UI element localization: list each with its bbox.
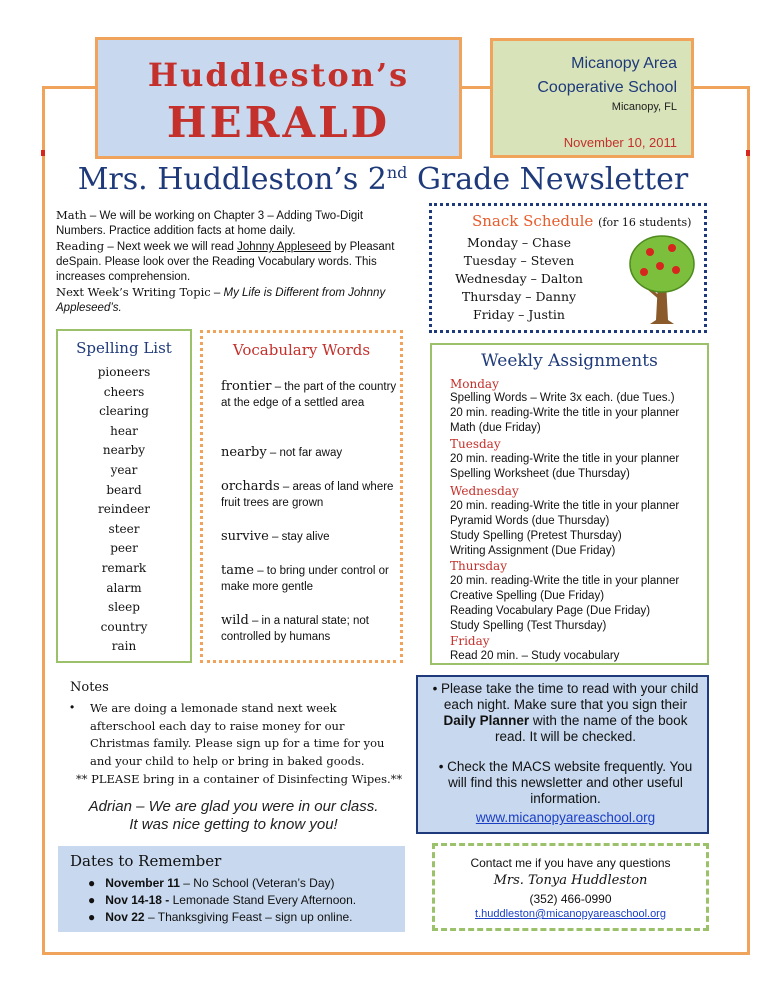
spelling-words <box>58 363 190 657</box>
snack-list <box>454 234 584 324</box>
reading-label: Reading <box>56 239 105 253</box>
vocab-word: frontier <box>221 379 272 394</box>
writing-paragraph <box>56 285 414 316</box>
notes-title: Notes <box>70 680 109 695</box>
assignment-line: 20 min. reading-Write the title in your planner <box>450 407 680 419</box>
date-row <box>88 893 356 907</box>
snack-row: Friday – Justin <box>473 307 565 322</box>
weekly-assignments-box <box>430 343 709 665</box>
spelling-word: reindeer <box>97 502 151 517</box>
assignment-line: 20 min. reading-Write the title in your planner <box>450 500 680 512</box>
snack-title <box>472 212 691 230</box>
date-label: Nov 14-18 - <box>105 893 170 907</box>
vocab-word: survive <box>221 529 269 544</box>
info-paragraph-1 <box>428 681 703 745</box>
school-box <box>490 38 694 158</box>
masthead-box <box>95 37 462 159</box>
snack-row: Thursday – Danny <box>461 289 577 304</box>
info-paragraph-2: • Check the MACS website frequently. You will find this newsletter and other useful information. <box>438 759 693 806</box>
weekly-day-monday: Monday <box>450 377 499 391</box>
title-main: Mrs. Huddleston’s 2 <box>77 162 387 197</box>
intro-section <box>56 208 414 316</box>
title-rest: Grade Newsletter <box>407 162 689 197</box>
assignment-line: Study Spelling (Test Thursday) <box>450 620 607 632</box>
snack-row: Monday – Chase <box>467 235 571 250</box>
assignment-line: Pyramid Words (due Thursday) <box>450 515 610 527</box>
vocab-item <box>221 529 401 545</box>
spelling-title: Spelling List <box>76 339 172 357</box>
date-bullet: ● <box>88 910 106 924</box>
assignment-line: Reading Vocabulary Page (Due Friday) <box>450 605 651 617</box>
vocab-def: – the part of the country at the edge of a settled area <box>221 381 397 409</box>
frame-corner-mark <box>41 150 45 156</box>
vocab-item <box>221 563 401 595</box>
spelling-word: beard <box>106 482 142 497</box>
writing-topic: My Life is Different from Johnny Appleseed’s. <box>56 287 386 314</box>
vocab-def: – not far away <box>266 447 343 459</box>
spelling-word: clearing <box>99 404 149 419</box>
math-paragraph <box>56 208 414 239</box>
date-text: – Thanksgiving Feast – sign up online. <box>144 910 353 924</box>
vocab-word: nearby <box>221 445 267 460</box>
spelling-word: steer <box>108 521 140 536</box>
notes-bullet: • <box>70 700 75 714</box>
adrian-message <box>56 798 411 834</box>
snack-schedule-box <box>429 203 707 333</box>
spelling-word: year <box>110 462 138 477</box>
assignment-line: Spelling Worksheet (due Thursday) <box>450 468 630 480</box>
spelling-list-box <box>56 329 192 663</box>
assignment-line: Read 20 min. – Study vocabulary <box>450 650 620 662</box>
writing-label: Next Week’s Writing Topic <box>56 285 211 299</box>
contact-box <box>432 843 709 931</box>
spelling-word: peer <box>110 541 138 556</box>
school-name-line1: Micanopy Area <box>571 55 677 72</box>
vocab-word: tame <box>221 563 254 578</box>
date-bullet: ● <box>88 876 106 890</box>
date-text: Lemonade Stand Every Afternoon. <box>169 893 357 907</box>
assignment-line: 20 min. reading-Write the title in your planner <box>450 453 680 465</box>
dates-box <box>58 846 405 932</box>
snack-row: Wednesday – Dalton <box>455 271 583 286</box>
title-sup: nd <box>386 163 408 182</box>
frame-corner-mark <box>746 150 750 156</box>
date-bullet: ● <box>88 893 106 907</box>
frame-left-line <box>42 86 45 954</box>
math-text: – We will be working on Chapter 3 – Adding Two-Digit Numbers. Practice addition facts at home daily. <box>56 210 364 237</box>
vocab-def: – in a natural state; not controlled by humans <box>221 615 369 643</box>
assignment-line: Math (due Friday) <box>450 422 541 434</box>
vocab-item <box>221 379 401 411</box>
reading-paragraph <box>56 239 414 285</box>
vocab-word: wild <box>221 613 249 628</box>
spelling-word: cheers <box>103 384 145 399</box>
info-p1-a: • Please take the time to read with your child each night. Make sure that you sign their <box>432 681 699 712</box>
writing-dash: – <box>210 287 224 299</box>
snack-row: Tuesday – Steven <box>463 253 575 268</box>
reading-text-1: – Next week we will read <box>104 241 238 253</box>
date-label: November 11 <box>105 876 180 890</box>
spelling-word: pioneers <box>97 365 151 379</box>
newsletter-date: November 10, 2011 <box>563 135 677 150</box>
info-p1-b: with the name of the book read. It will be checked. <box>494 713 688 744</box>
weekly-title: Weekly Assignments <box>481 351 658 371</box>
masthead-line2: HERALD <box>166 98 391 147</box>
reading-text-2: by Pleasant deSpain. Please look over the Reading Vocabulary words. This increases comprehension. <box>56 241 395 283</box>
spelling-word: rain <box>111 639 137 654</box>
assignment-line: Spelling Words – Write 3x each. (due Tues.) <box>450 392 675 404</box>
notes-item: We are doing a lemonade stand next week afterschool each day to raise money for our Christmas family. Please sign up for a time for you and your child to help or bring in baked goods. <box>90 701 385 768</box>
spelling-word: country <box>100 619 148 634</box>
assignment-line: Writing Assignment (Due Friday) <box>450 545 616 557</box>
contact-line1: Contact me if you have any questions <box>470 856 671 870</box>
contact-name: Mrs. Tonya Huddleston <box>493 873 648 888</box>
date-row <box>88 910 353 924</box>
snack-title-text: Snack Schedule <box>472 212 594 230</box>
vocabulary-box <box>200 330 403 663</box>
school-location: Micanopy, FL <box>611 101 677 113</box>
vocab-word: orchards <box>221 479 280 494</box>
info-p1-bold: Daily Planner <box>443 713 530 728</box>
spelling-word: alarm <box>106 580 142 595</box>
weekly-day-thursday: Thursday <box>450 559 507 573</box>
weekly-day-friday: Friday <box>450 634 490 648</box>
contact-phone: (352) 466-0990 <box>529 892 612 906</box>
vocabulary-title: Vocabulary Words <box>232 341 371 359</box>
dates-title: Dates to Remember <box>70 852 222 870</box>
adrian-line2: It was nice getting to know you! <box>129 816 338 833</box>
frame-bottom-line <box>42 952 750 955</box>
vocab-def: – areas of land where fruit trees are grown <box>221 481 394 509</box>
info-box <box>416 675 709 834</box>
assignment-line: 20 min. reading-Write the title in your planner <box>450 575 680 587</box>
snack-note: (for 16 students) <box>598 216 692 229</box>
spelling-word: hear <box>110 423 138 438</box>
adrian-line1: Adrian – We are glad you were in our class. <box>88 798 379 815</box>
date-label: Nov 22 <box>105 910 145 924</box>
assignment-line: Study Spelling (Pretest Thursday) <box>450 530 622 542</box>
date-row <box>88 876 335 890</box>
weekly-day-wednesday: Wednesday <box>450 484 519 498</box>
website-link[interactable]: www.micanopyareaschool.org <box>475 810 656 825</box>
vocab-item <box>221 445 401 461</box>
spelling-word: remark <box>101 560 147 575</box>
spelling-word: nearby <box>102 443 146 458</box>
frame-right-line <box>747 86 750 954</box>
masthead-line1: Huddleston’s <box>147 56 410 94</box>
contact-email-link[interactable]: t.huddleston@micanopyareaschool.org <box>475 908 666 920</box>
school-name-line2: Cooperative School <box>537 79 677 96</box>
vocab-def: – to bring under control or make more gentle <box>221 565 389 593</box>
assignment-line: Creative Spelling (Due Friday) <box>450 590 605 602</box>
notes-wipes: ** PLEASE bring in a container of Disinfecting Wipes.** <box>76 772 403 786</box>
vocab-item <box>221 479 401 511</box>
date-text: – No School (Veteran’s Day) <box>179 876 335 890</box>
math-label: Math <box>56 208 87 222</box>
vocab-def: – stay alive <box>268 531 330 543</box>
weekly-day-tuesday: Tuesday <box>450 437 501 451</box>
reading-book-title: Johnny Appleseed <box>237 241 332 253</box>
vocab-item <box>221 613 401 645</box>
spelling-word: sleep <box>108 600 140 615</box>
page-title <box>48 162 718 197</box>
apple-tree-icon <box>628 230 696 326</box>
